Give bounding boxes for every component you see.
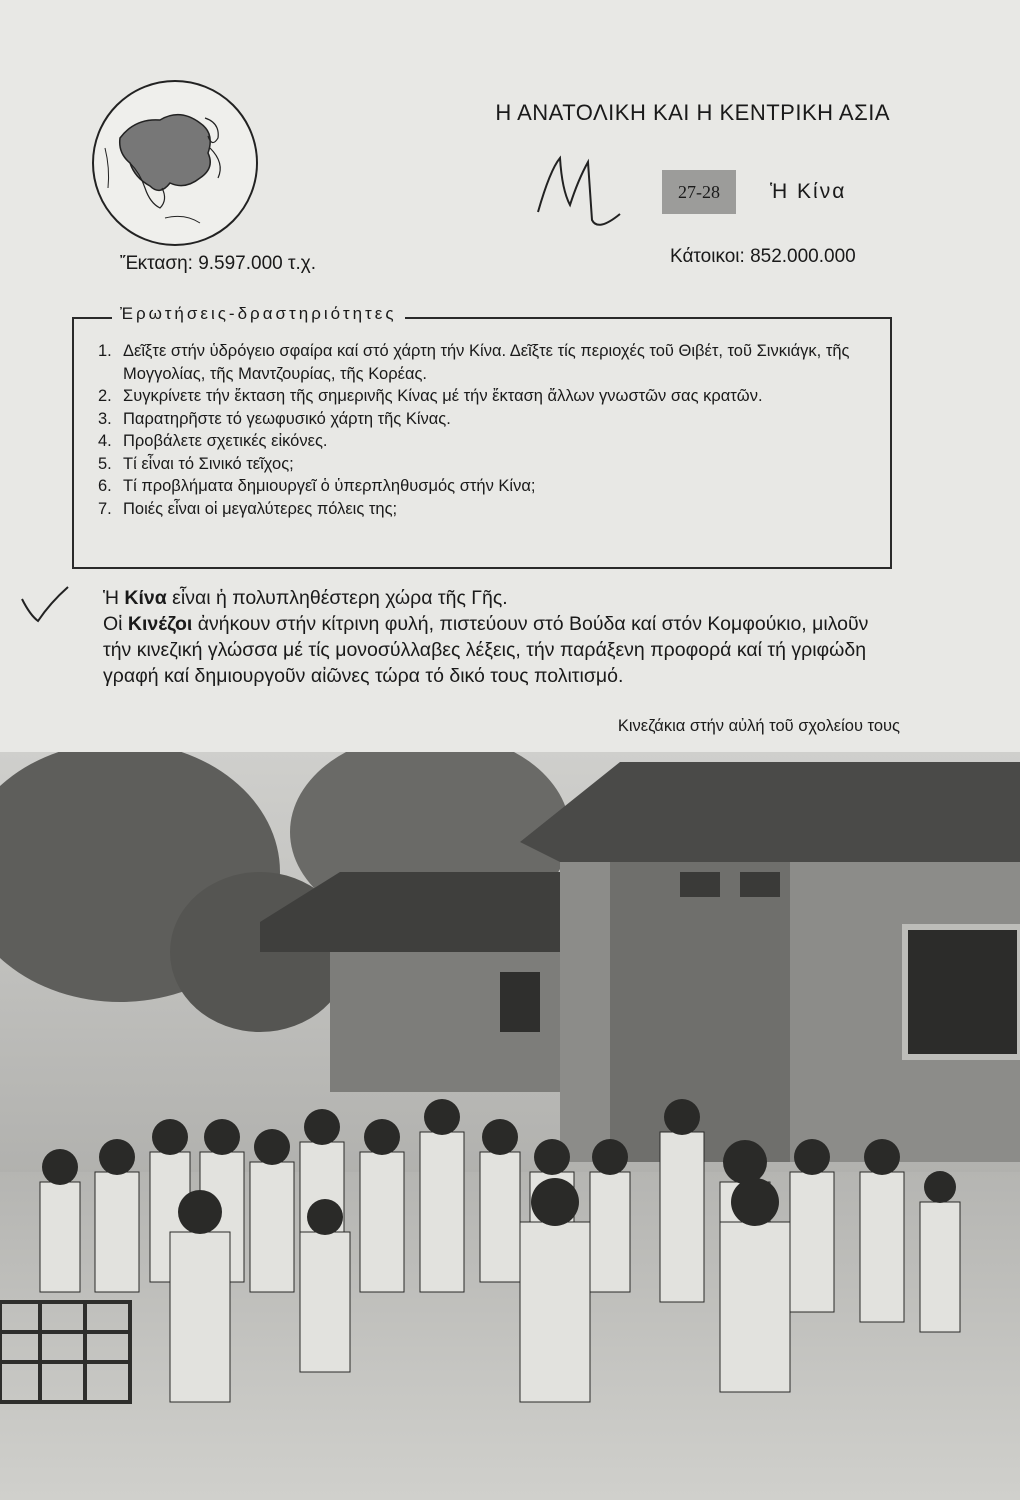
question-item: 4. Προβάλετε σχετικές εἰκόνες. (98, 432, 328, 450)
intro-text (103, 585, 893, 689)
questions-list (98, 340, 878, 520)
schoolyard-photo (0, 752, 1020, 1500)
question-item: 6. Τί προβλήματα δημιουργεῖ ὁ ὑπερπληθυσμός στήν Κίνα; (98, 477, 536, 495)
area-fact: Ἔκταση: 9.597.000 τ.χ. (120, 253, 317, 274)
lesson-title: Ἡ Κίνα (770, 180, 847, 203)
handwritten-checkmark (20, 585, 70, 625)
section-title: Η ΑΝΑΤΟΛΙΚΗ ΚΑΙ Η ΚΕΝΤΡΙΚΗ ΑΣΙΑ (495, 100, 890, 125)
question-item: 5. Τί εἶναι τό Σινικό τεῖχος; (98, 454, 294, 473)
question-item: 3. Παρατηρῆστε τό γεωφυσικό χάρτη τῆς Κίνας. (98, 409, 451, 428)
globe-map-illustration (90, 78, 260, 248)
questions-title: Ἐρωτήσεις-δραστηριότητες (112, 304, 405, 324)
population-fact: Κάτοικοι: 852.000.000 (670, 246, 856, 267)
photo-caption: Κινεζάκια στήν αὐλή τοῦ σχολείου τους (617, 717, 900, 735)
question-item: 2. Συγκρίνετε τήν ἔκταση τῆς σημερινῆς Κίνας μέ τήν ἔκταση ἄλλων γνωστῶν σας κρατῶν. (98, 387, 763, 405)
intro-paragraph-2: Οἱ Κινέζοι ἀνήκουν στήν κίτρινη φυλή, πιστεύουν στό Βούδα καί στόν Κομφούκιο, μιλοῦν τήν κινεζική γλώσσα μέ τίς μονοσύλλαβες λέξεις, τήν παράξενη προφορά καί τή γριφώδη γραφή καί δημιουργοῦν αἰῶνες τώρα τό δικό τους πολιτισμό. (103, 613, 869, 687)
intro-paragraph-1: Ἡ Κίνα εἶναι ἡ πολυπληθέστερη χώρα τῆς Γῆς. (103, 587, 508, 609)
question-item: 7. Ποιές εἶναι οἱ μεγαλύτερες πόλεις της; (98, 499, 398, 518)
question-item: 1. Δεῖξτε στήν ὑδρόγειο σφαίρα καί στό χάρτη τήν Κίνα. Δεῖξτε τίς περιοχές τοῦ Θιβέτ, τοῦ Σινκιάγκ, τῆς Μογγολίας, τῆς Μαντζουρίας, τῆς Κορέας. (98, 342, 850, 383)
handwritten-mark (530, 150, 640, 240)
lesson-number-badge: 27-28 (662, 170, 736, 214)
